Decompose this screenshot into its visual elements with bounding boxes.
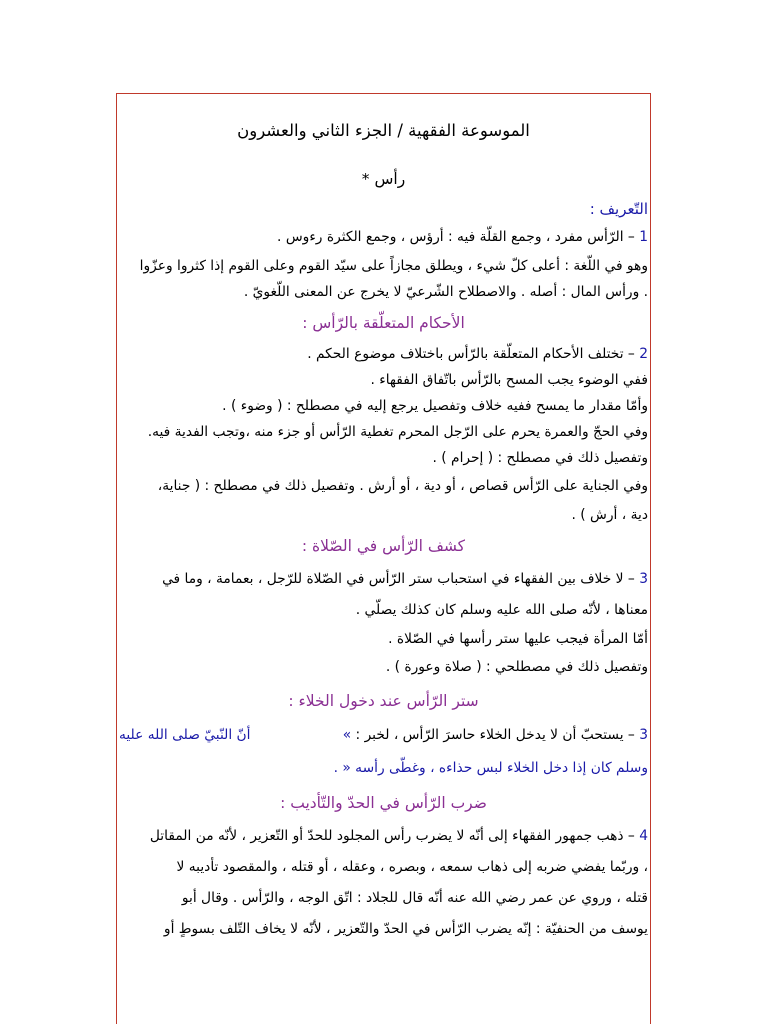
line-text: دية ، أرش ) . xyxy=(571,507,648,523)
paragraph-2 xyxy=(119,341,648,528)
document-body xyxy=(119,100,648,945)
line-text: وتفصيل ذلك في مصطلحي : ( صلاة وعورة ) . xyxy=(385,659,648,675)
line-text: . ورأس المال : أصله . والاصطلاح الشّرعيّ لا يخرج عن المعنى اللّغويّ . xyxy=(243,284,648,300)
line-text-body: – يستحبّ أن لا يدخل الخلاء حاسرَ الرّأس ، لخبر : xyxy=(355,727,640,743)
text-line xyxy=(119,502,648,528)
paragraph-number: 1 xyxy=(639,229,648,245)
line-text: قتله ، وروي عن عمر رضي الله عنه أنّه قال للجلاد : اتّق الوجه ، والرّأس . وقال أبو xyxy=(181,890,648,906)
line-text xyxy=(343,719,648,752)
line-text: معناها ، لأنّه صلى الله عليه وسلم كان كذلك يصلّي . xyxy=(355,602,648,618)
text-line xyxy=(119,279,648,305)
section-heading-toilet: ستر الرّأس عند دخول الخلاء : xyxy=(288,692,479,710)
text-line xyxy=(119,595,648,626)
text-line xyxy=(119,341,648,367)
text-line xyxy=(119,914,648,945)
line-text: يوسف من الحنفيّة : إنّه يضرب الرّأس في الحدّ والتّعزير ، لأنّه لا يخاف التّلف بسوطٍ أو xyxy=(163,921,648,937)
line-text: وهو في اللّغة : أعلى كلّ شيء ، ويطلق مجازاً على سيّد القوم وعلى القوم إذا كثروا وعزّوا xyxy=(139,258,648,274)
line-text: – لا خلاف بين الفقهاء في استحباب ستر الرّأس في الصّلاة للرّجل ، بعمامة ، وما في xyxy=(162,571,640,587)
text-line xyxy=(119,367,648,393)
text-line xyxy=(119,752,648,785)
paragraph-number: 3 xyxy=(639,727,648,743)
hadith-text-end: وسلم كان إذا دخل الخلاء لبس حذاءه ، وغطّى رأسه xyxy=(355,760,648,776)
section-heading-rulings: الأحكام المتعلّقة بالرّأس : xyxy=(302,314,465,332)
line-text: أمّا المرأة فيجب عليها ستر رأسها في الصّلاة . xyxy=(388,631,648,647)
paragraph-3 xyxy=(119,564,648,683)
paragraph-5 xyxy=(119,821,648,945)
line-text: ففي الوضوء يجب المسح بالرّأس باتّفاق الفقهاء . xyxy=(370,372,648,388)
text-line xyxy=(119,626,648,652)
text-line xyxy=(119,719,648,752)
document-title: الموسوعة الفقهية / الجزء الثاني والعشرون xyxy=(237,121,530,140)
paragraph-number: 2 xyxy=(639,346,648,362)
definition-heading: التّعريف : xyxy=(589,200,648,218)
text-line xyxy=(119,393,648,419)
line-text: وفي الحجّ والعمرة يحرم على الرّجل المحرم تغطية الرّأس أو جزء منه ،وتجب الفدية فيه. xyxy=(147,424,648,440)
entry-title: رأس * xyxy=(361,170,406,188)
text-line xyxy=(119,852,648,883)
paragraph-1 xyxy=(119,222,648,305)
text-line xyxy=(119,253,648,279)
paragraph-number: 3 xyxy=(639,571,648,587)
quote-close-mark: « . xyxy=(333,760,351,776)
text-line xyxy=(119,445,648,471)
text-line xyxy=(119,652,648,683)
line-text: – الرّأس مفرد ، وجمع القلّة فيه : أرؤس ، وجمع الكثرة رءوس . xyxy=(277,229,640,245)
text-line xyxy=(119,419,648,445)
section-heading-punishment: ضرب الرّأس في الحدّ والتّأديب : xyxy=(280,794,487,812)
line-text: وأمّا مقدار ما يمسح ففيه خلاف وتفصيل يرجع إليه في مصطلح : ( وضوء ) . xyxy=(222,398,648,414)
hadith-text-start: أنّ النّبيّ صلى الله عليه xyxy=(119,727,251,743)
line-text: ، وربّما يفضي ضربه إلى ذهاب سمعه ، وبصره ، وعقله ، أو قتله ، والمقصود تأديبه لا xyxy=(176,859,648,875)
line-text: – ذهب جمهور الفقهاء إلى أنّه لا يضرب رأس المجلود للحدّ أو التّعزير ، لأنّه من المقاتل xyxy=(149,828,640,844)
text-line xyxy=(119,222,648,253)
line-text: وفي الجناية على الرّأس قصاص ، أو دية ، أو أرش . وتفصيل ذلك في مصطلح : ( جناية، xyxy=(157,478,648,494)
text-line xyxy=(119,883,648,914)
section-heading-prayer: كشف الرّأس في الصّلاة : xyxy=(301,537,466,555)
text-line xyxy=(119,821,648,852)
text-line xyxy=(119,564,648,595)
line-text: وتفصيل ذلك في مصطلح : ( إحرام ) . xyxy=(432,450,648,466)
paragraph-4 xyxy=(119,719,648,785)
line-text: – تختلف الأحكام المتعلّقة بالرّأس باختلاف موضوع الحكم . xyxy=(307,346,640,362)
text-line xyxy=(119,471,648,502)
quote-open-mark: » xyxy=(342,727,352,743)
paragraph-number: 4 xyxy=(639,828,648,844)
